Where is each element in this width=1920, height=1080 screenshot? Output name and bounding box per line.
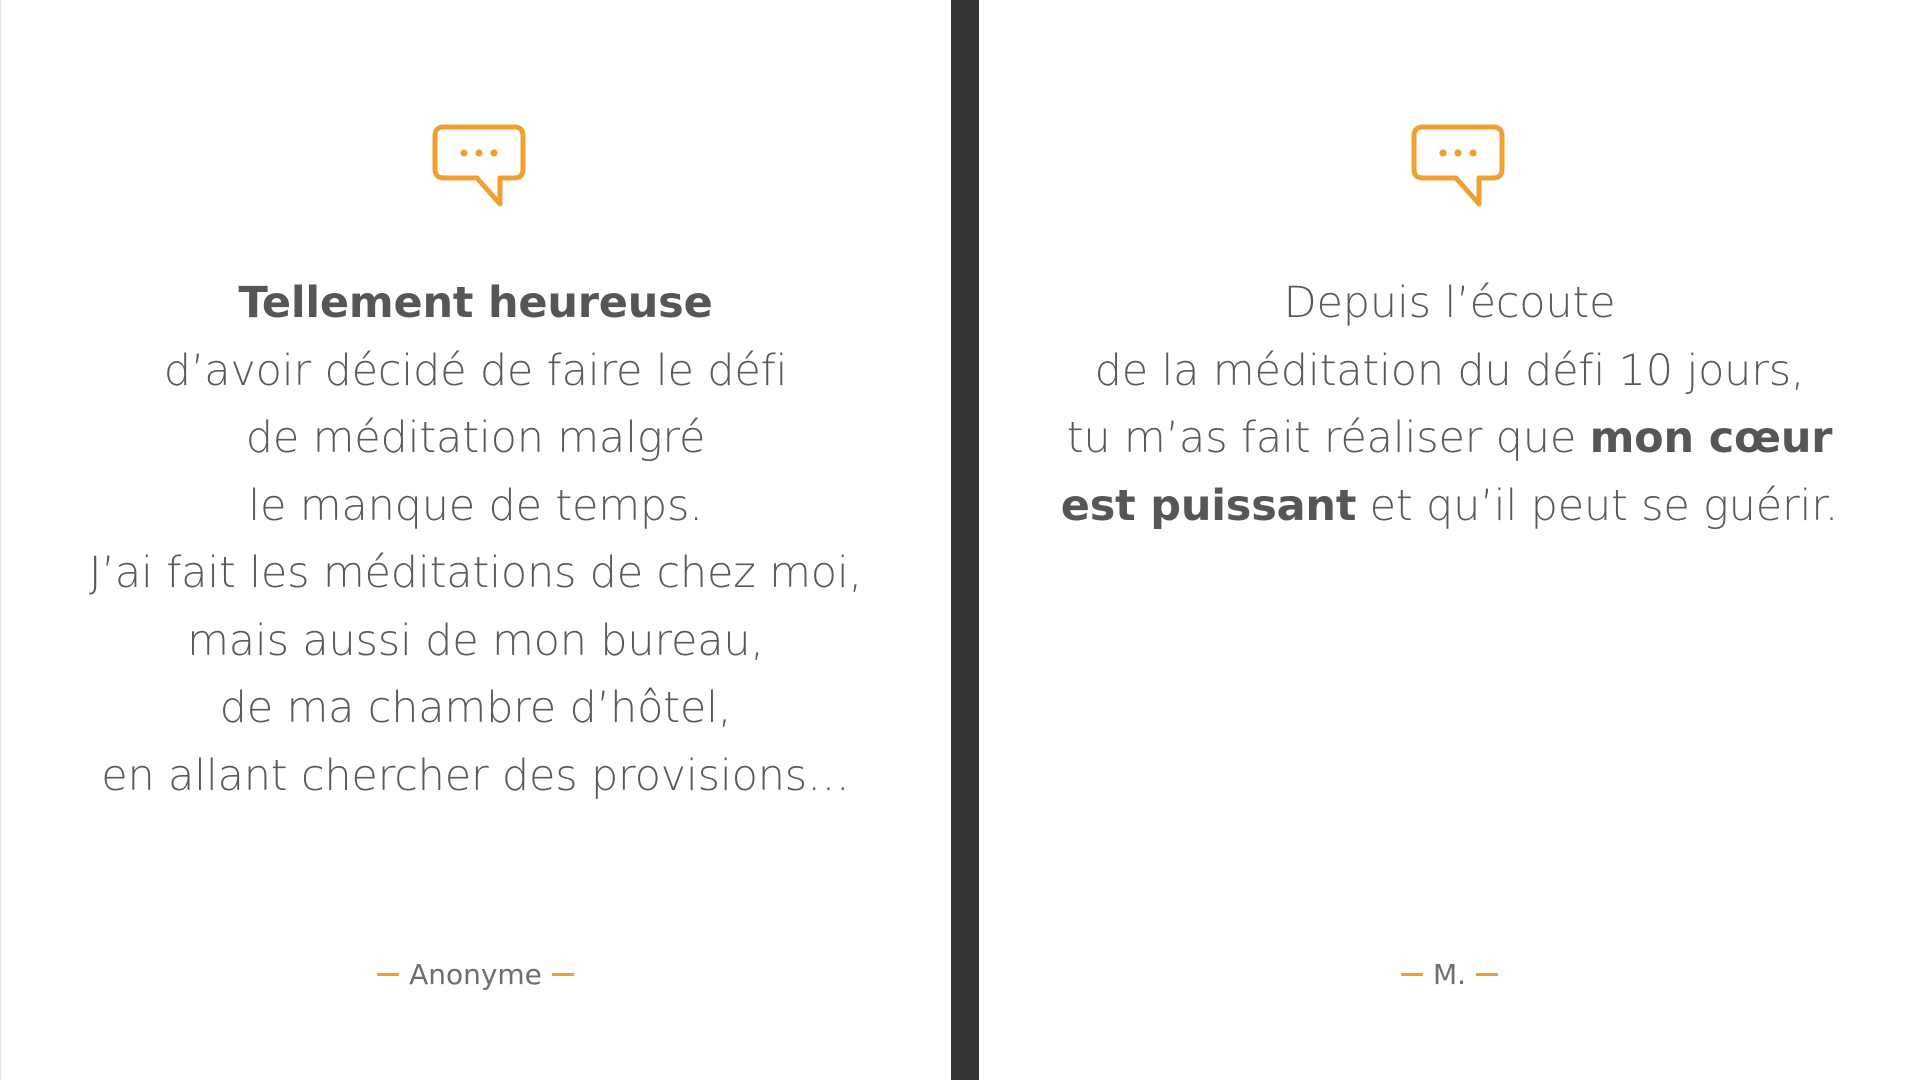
quote-line [979,405,1920,473]
testimonial-quote [0,270,951,810]
quote-text-run: en allant chercher des provisions… [101,750,850,801]
quote-text-run: de méditation malgré [245,413,706,463]
testimonial-card-m [979,0,1920,1080]
speech-bubble-icon [1411,124,1505,210]
quote-text-run: J’ai fait les méditations de chez moi, [88,548,863,598]
author-dash-right [552,973,574,976]
quote-emphasis: est puissant [1060,480,1357,531]
quote-line [0,270,951,338]
quote-text-run: de ma chambre d’hôtel, [219,683,732,733]
speech-bubble-icon [432,124,526,210]
quote-line [0,338,951,406]
quote-line [0,405,951,473]
quote-line [0,608,951,676]
author-name: Anonyme [409,958,542,991]
quote-text-run: de la méditation du défi 10 jours, [1094,345,1805,396]
author-dash-right [1476,973,1498,976]
quote-text-run: tu m’as fait réaliser que [1066,413,1590,463]
testimonial-author [0,955,951,995]
quote-emphasis: mon cœur [1589,413,1833,463]
quote-text-run: Depuis l’écoute [1283,278,1616,328]
quote-line [979,338,1920,406]
quote-text-run: et qu’il peut se guérir. [1356,480,1839,531]
quote-text-run: d’avoir décidé de faire le défi [163,345,788,396]
card-divider [951,0,979,1080]
author-dash-left [1401,973,1423,976]
quote-line [0,540,951,608]
author-name: M. [1432,958,1467,991]
quote-line [979,473,1920,541]
quote-text-run: le manque de temps. [248,480,703,531]
quote-text-run: mais aussi de mon bureau, [187,615,764,666]
quote-line [0,675,951,743]
quote-line [0,473,951,541]
testimonial-author [979,955,1920,995]
author-dash-left [377,973,399,976]
testimonial-card-anonyme [0,0,951,1080]
quote-line [0,743,951,811]
quote-emphasis: Tellement heureuse [238,278,713,328]
testimonial-quote [979,270,1920,540]
quote-line [979,270,1920,338]
